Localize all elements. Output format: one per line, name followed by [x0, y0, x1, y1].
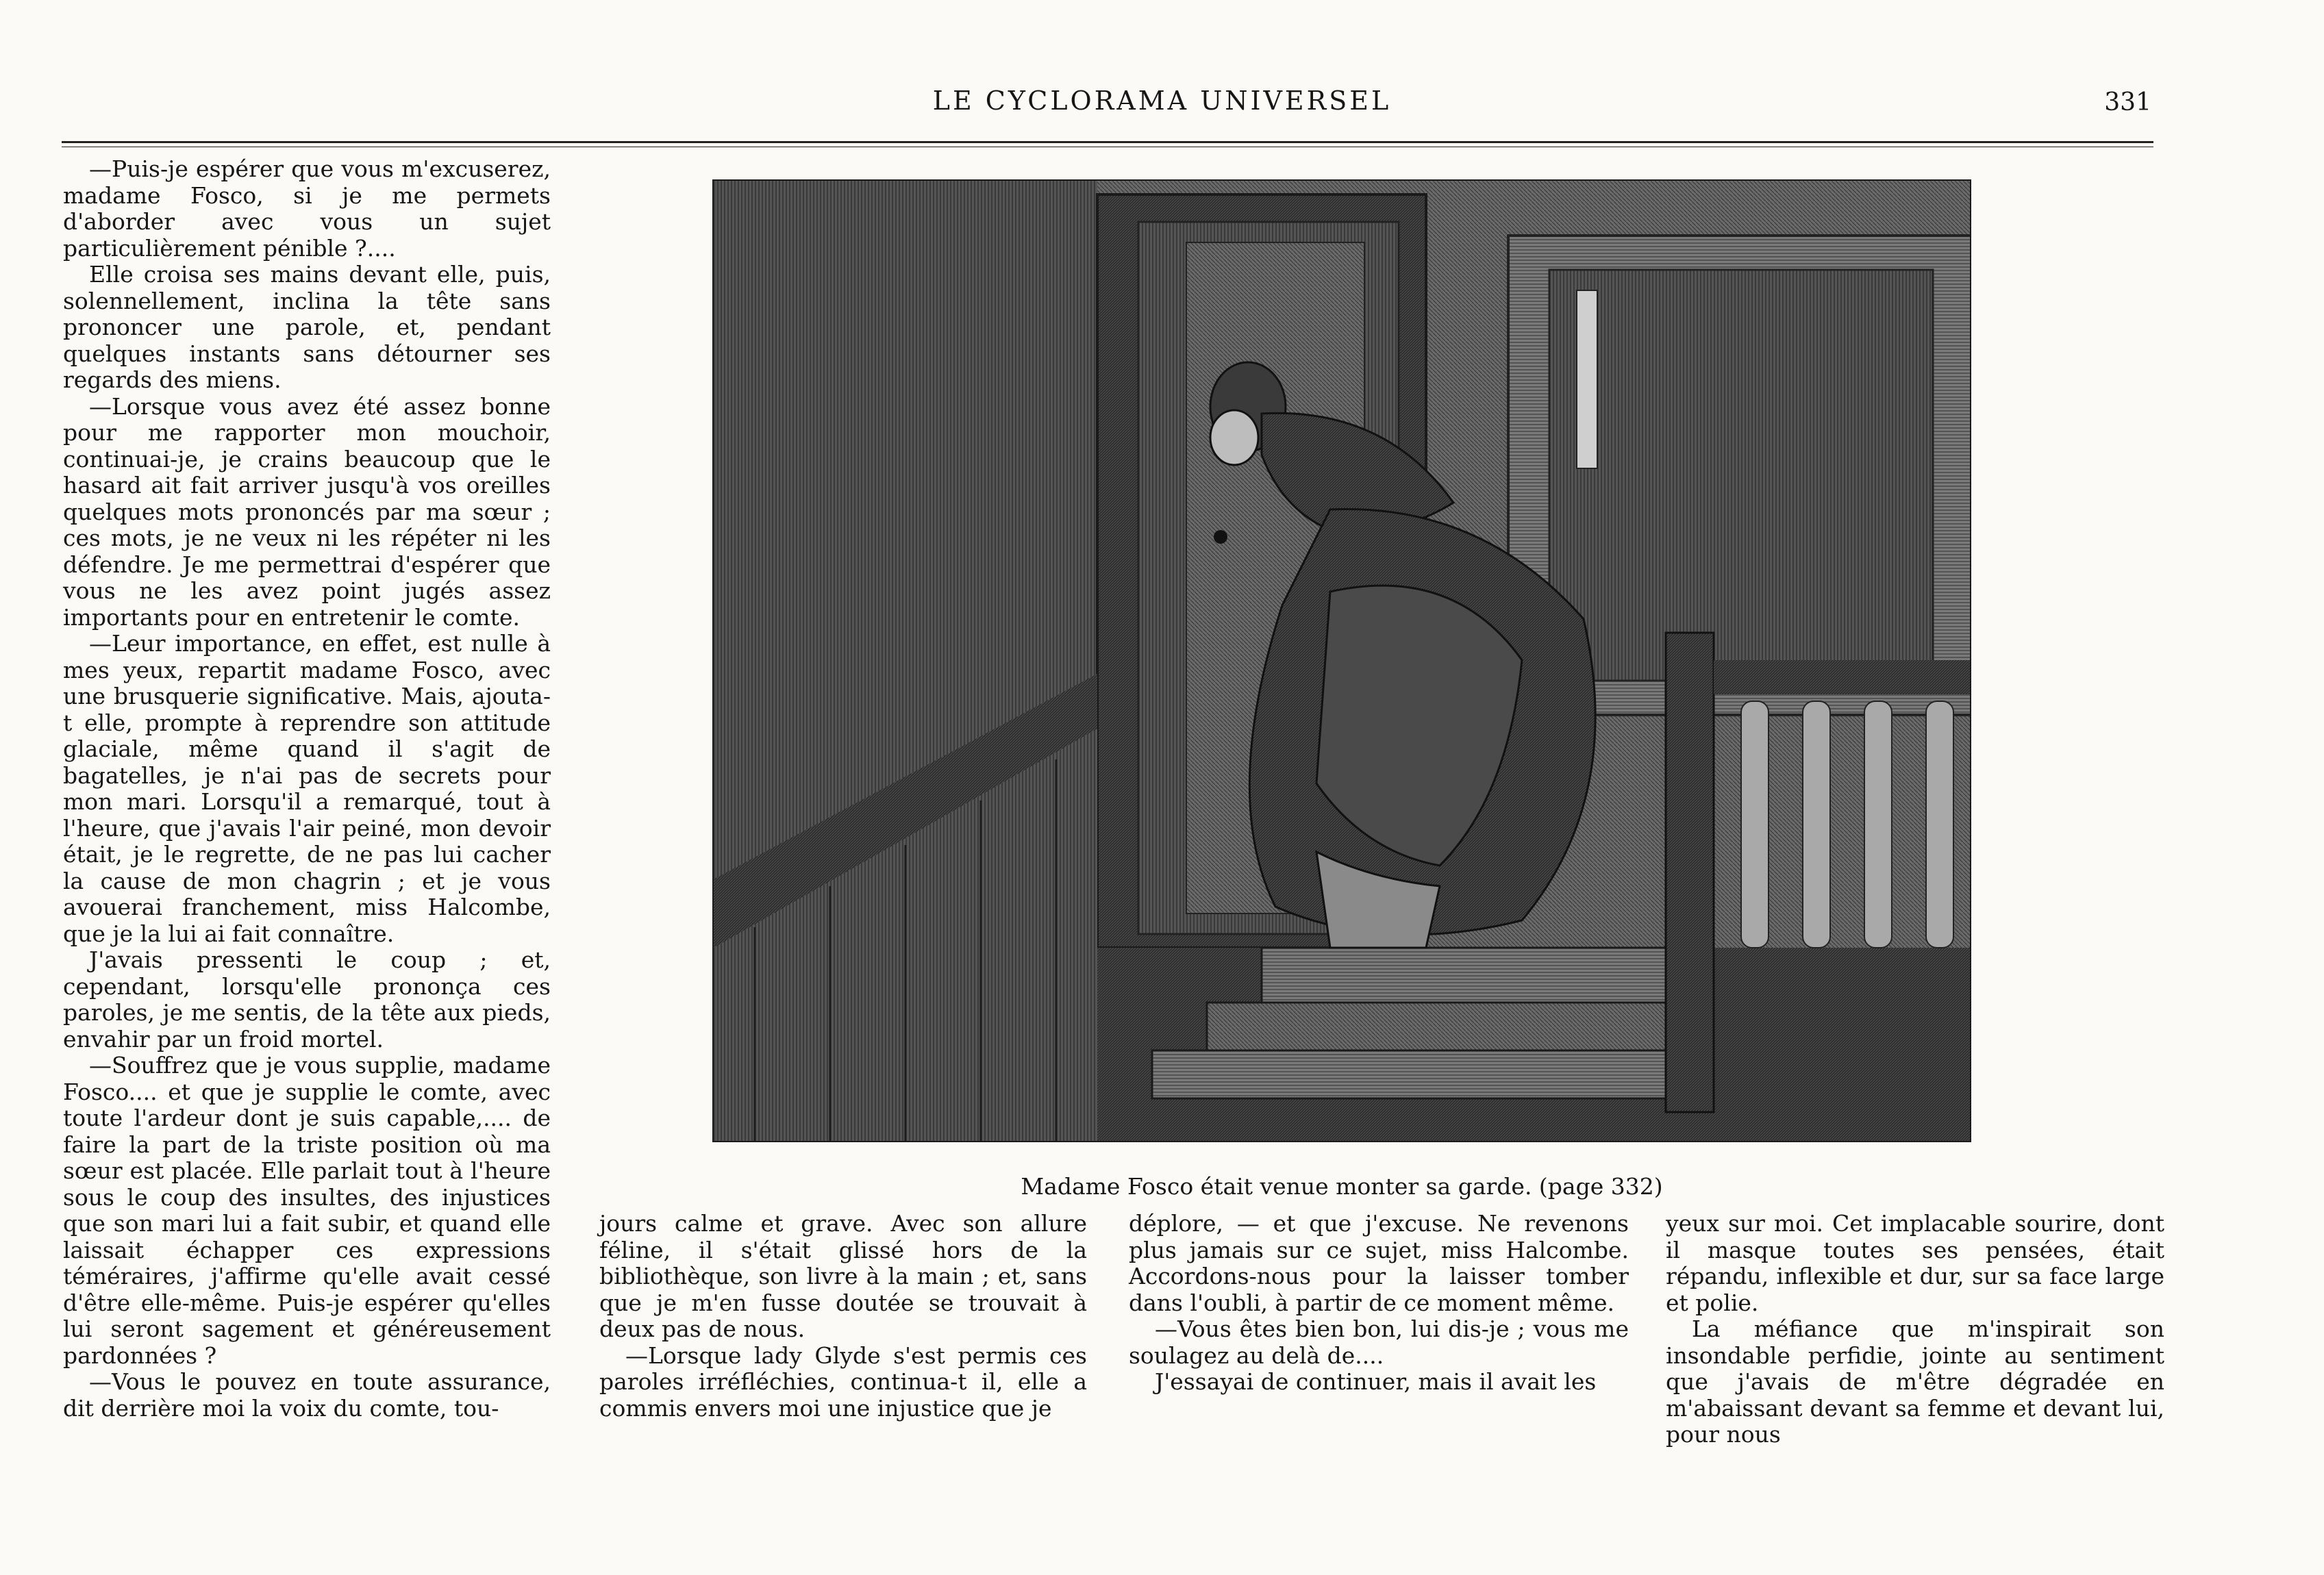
paragraph: —Vous le pouvez en toute assurance, dit derrière moi la voix du comte, tou- [63, 1368, 551, 1422]
header-rule [62, 141, 2153, 143]
paragraph: —Souffrez que je vous supplie, madame Fosco.... et que je supplie le comte, avec toute l'ardeur dont je suis capable,.... de faire la part de la triste position où ma sœur est placée. Elle parlait tout à l'heure sous le coup des insultes, des injustices que son mari lui a fait subir, et quand elle laissait échapper ces expressions téméraires, j'affirme qu'elle avait cessé d'être elle-même. Puis-je espérer qu'elles lui seront sagement et généreusement pardonnées ? [63, 1052, 551, 1369]
text-column-1 [63, 156, 551, 1422]
paragraph: J'avais pressenti le coup ; et, cependant, lorsqu'elle prononça ces paroles, je me sentis, de la tête aux pieds, envahir par un froid mortel. [63, 946, 551, 1053]
paragraph: jours calme et grave. Avec son allure féline, il s'était glissé hors de la bibliothèque, son livre à la main ; et, sans que je m'en fusse doutée se trouvait à deux pas de nous. [599, 1210, 1087, 1342]
text-column-3 [1129, 1211, 1629, 1396]
paragraph: —Lorsque vous avez été assez bonne pour me rapporter mon mouchoir, continuai-je, je crains beaucoup que le hasard ait fait arriver jusqu'à vos oreilles quelques mots prononcés par ma sœur ; ces mots, je ne veux ni les répéter ni les défendre. Je me permettrai d'espérer que vous ne les avez point jugés assez importants pour en entretenir le comte. [63, 392, 551, 631]
engraving-illustration [712, 179, 1971, 1142]
paragraph: —Leur importance, en effet, est nulle à mes yeux, repartit madame Fosco, avec une brusquerie significative. Mais, ajouta-t elle, prompte à reprendre son attitude glaciale, même quand il s'agit de bagatelles, je n'ai pas de secrets pour mon mari. Lorsqu'il a remarqué, tout à l'heure, que j'avais l'air peiné, mon devoir était, je le regrette, de ne pas lui cacher la cause de mon chagrin ; et je vous avouerai franchement, miss Halcombe, que je la lui ai fait connaître. [63, 630, 551, 947]
text-column-2 [599, 1211, 1087, 1422]
paragraph: —Puis-je espérer que vous m'excuserez, madame Fosco, si je me permets d'aborder avec vous un sujet particulièrement pénible ?.... [63, 155, 551, 262]
paragraph: La méfiance que m'inspirait son insondable perfidie, jointe au sentiment que j'avais de m'être dégradée en m'abaissant devant sa femme et devant lui, pour nous [1666, 1315, 2164, 1448]
paragraph: J'essayai de continuer, mais il avait les [1155, 1368, 1597, 1395]
paragraph: —Lorsque lady Glyde s'est permis ces paroles irréfléchies, continua-t il, elle a commis envers moi une injustice que je [599, 1341, 1087, 1422]
paragraph: —Vous êtes bien bon, lui dis-je ; vous me soulagez au delà de.... [1129, 1315, 1629, 1369]
text-column-4 [1666, 1211, 2164, 1448]
journal-title: LE CYCLORAMA UNIVERSEL [932, 86, 1392, 116]
paragraph: yeux sur moi. Cet implacable sourire, dont il masque toutes ses pensées, était répandu, inflexible et dur, sur sa face large et polie. [1666, 1210, 2164, 1316]
illustration-caption: Madame Fosco était venue monter sa garde. (page 332) [1021, 1173, 1663, 1200]
paragraph: déplore, — et que j'excuse. Ne revenons plus jamais sur ce sujet, miss Halcombe. Accordons-nous pour la laisser tomber dans l'oubli, à partir de ce moment même. [1129, 1210, 1629, 1316]
page-number: 331 [2104, 88, 2151, 116]
paragraph: Elle croisa ses mains devant elle, puis, solennellement, inclina la tête sans prononcer une parole, et, pendant quelques instants sans détourner ses regards des miens. [63, 261, 551, 393]
